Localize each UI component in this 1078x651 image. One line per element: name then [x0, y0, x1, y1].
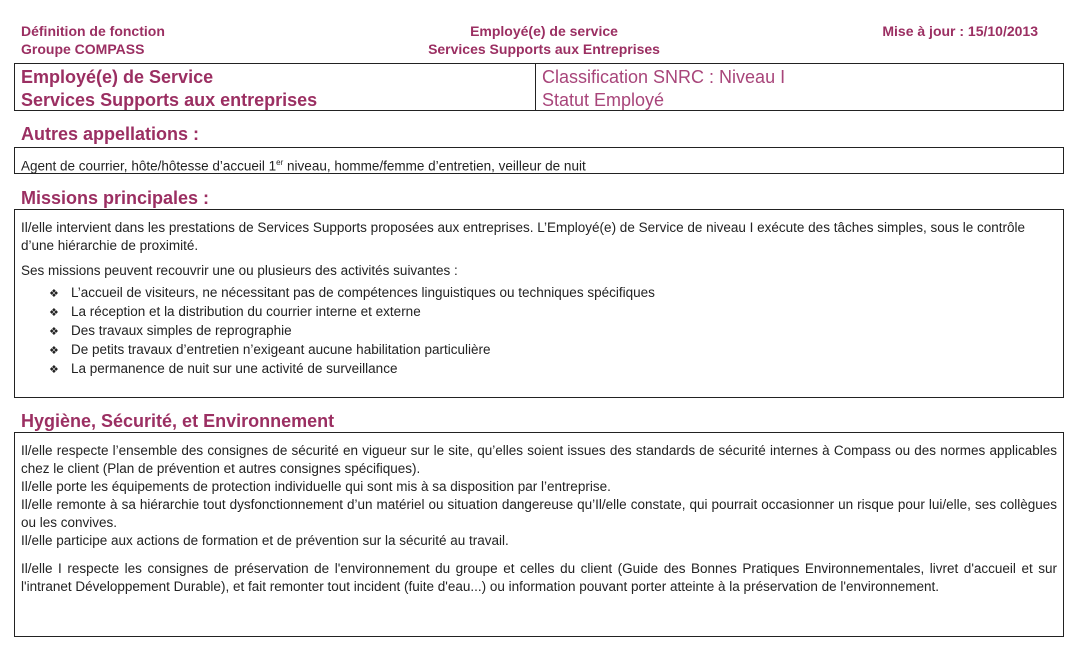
update-date: Mise à jour : 15/10/2013	[882, 23, 1038, 39]
hse-box	[14, 432, 1064, 637]
list-item	[49, 341, 1057, 360]
hse-paragraph: Il/elle participe aux actions de formation et de prévention sur la sécurité au travail.	[21, 533, 509, 548]
missions-heading: Missions principales :	[21, 188, 210, 208]
hse-paragraph: Il/elle porte les équipements de protection individuelle qui sont mis à sa disposition par l’entreprise.	[21, 479, 611, 494]
autres-heading: Autres appellations :	[21, 124, 200, 144]
hse-paragraph: Il/elle respecte l’ensemble des consignes de sécurité en vigueur sur le site, qu’elles soient issues des standards de sécurité internes à Compass ou des normes applicables chez le client (Plan de prévention et autres consignes spécifiques).	[21, 443, 1057, 476]
list-item	[49, 360, 1057, 379]
list-item	[49, 303, 1057, 322]
bullet-icon: ❖	[49, 345, 59, 357]
missions-lead: Ses missions peuvent recouvrir une ou plusieurs des activités suivantes :	[21, 263, 458, 278]
group-name: Groupe COMPASS	[21, 41, 145, 57]
item-text: De petits travaux d’entretien n’exigeant aucune habilitation particulière	[71, 342, 491, 357]
item-text: L’accueil de visiteurs, ne nécessitant pas de compétences linguistiques ou techniques spécifiques	[71, 285, 655, 300]
job-name: Employé(e) de Service	[21, 67, 214, 87]
hse-paragraph: Il/elle remonte à sa hiérarchie tout dysfonctionnement d’un matériel ou situation dangereuse qu’Il/elle constate, qui pourrait occasionner un risque pour lui/elle, ses collègues ou les convives.	[21, 497, 1057, 530]
hse-heading: Hygiène, Sécurité, et Environnement	[21, 411, 335, 431]
autres-box	[14, 147, 1064, 174]
missions-intro: Il/elle intervient dans les prestations de Services Supports proposées aux entreprises. L’Employé(e) de Service de niveau I exécute des tâches simples, sous le contrôle d’une hiérarchie de proximité.	[21, 220, 1026, 253]
autres-text: Agent de courrier, hôte/hôtesse d’accueil 1	[21, 158, 277, 174]
bullet-icon: ❖	[49, 307, 59, 319]
list-item	[49, 322, 1057, 341]
autres-sup: er	[276, 158, 284, 167]
title-right	[536, 64, 1063, 110]
department: Services Supports aux Entreprises	[428, 41, 660, 57]
classification: Classification SNRC : Niveau I	[542, 67, 786, 87]
list-item	[49, 284, 1057, 303]
bullet-icon: ❖	[49, 288, 59, 300]
job-title: Employé(e) de service	[470, 23, 618, 39]
title-left	[15, 64, 536, 110]
missions-box	[14, 209, 1064, 398]
bullet-icon: ❖	[49, 326, 59, 338]
bullet-icon: ❖	[49, 364, 59, 376]
doc-type: Définition de fonction	[21, 23, 165, 39]
item-text: La permanence de nuit sur une activité de surveillance	[71, 361, 398, 376]
hse-paragraph-environment: Il/elle I respecte les consignes de préservation de l'environnement du groupe et celles du client (Guide des Bonnes Pratiques Environnementales, livret d'accueil et sur l'intranet Développement Durable), et fait remonter tout incident (fuite d'eau...) ou information pouvant porter atteinte à la préservation de l'environnement.	[21, 561, 1057, 594]
item-text: Des travaux simples de reprographie	[71, 323, 292, 338]
autres-text-end: niveau, homme/femme d’entretien, veilleur de nuit	[283, 158, 586, 174]
title-box	[14, 63, 1064, 111]
missions-list	[21, 284, 1057, 379]
job-sector: Services Supports aux entreprises	[21, 90, 318, 110]
status: Statut Employé	[542, 90, 665, 110]
item-text: La réception et la distribution du courrier interne et externe	[71, 304, 421, 319]
